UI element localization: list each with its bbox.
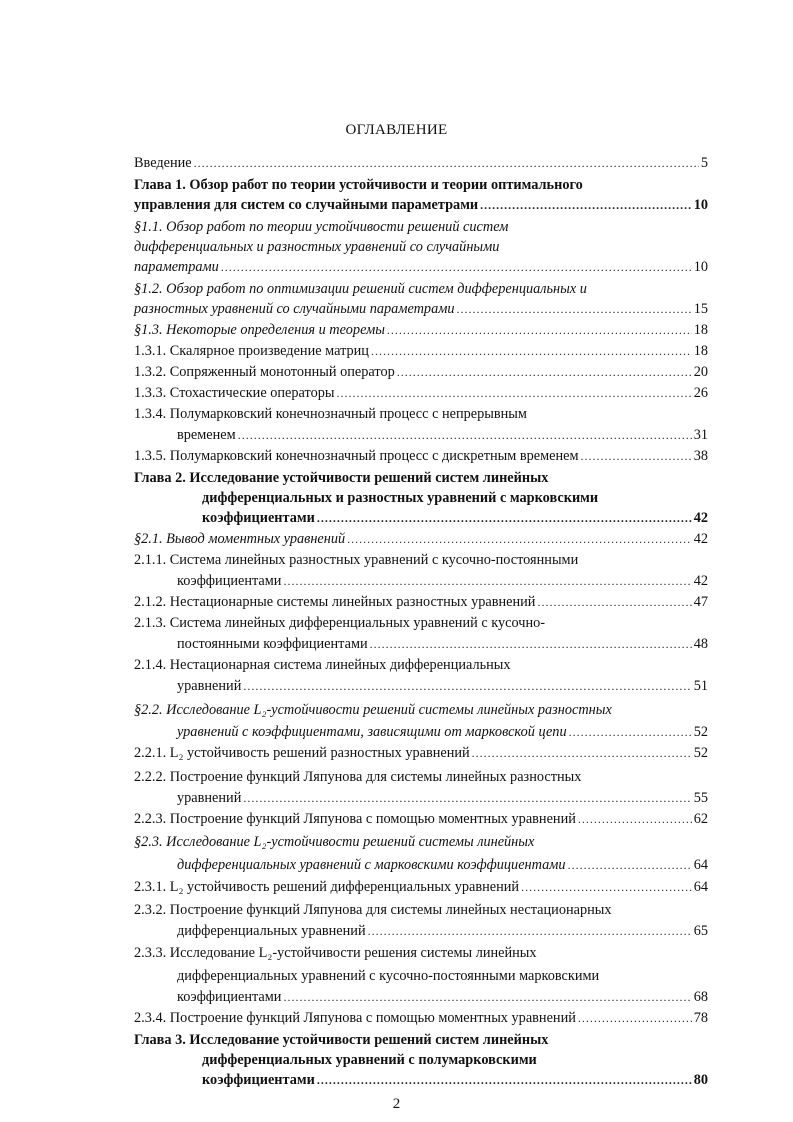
toc-entry-page: 64 <box>693 857 708 873</box>
toc-chapter-1-entry[interactable] <box>134 195 708 215</box>
toc-entry-page: 42 <box>693 531 708 547</box>
toc-entry-text: 1.3.5. Полумарковский конечнозначный процесс с дискретным временем <box>134 448 579 464</box>
toc-chapter-3-line[interactable]: дифференциальных уравнений с полумарковскими <box>202 1052 537 1068</box>
toc-leader-dots <box>581 446 692 466</box>
toc-chapter-2-line[interactable]: дифференциальных и разностных уравнений с марковскими <box>202 490 599 506</box>
toc-entry-page: 62 <box>693 811 708 827</box>
toc-subsection-1-3-2[interactable] <box>134 362 708 382</box>
toc-entry-introduction[interactable] <box>134 153 708 173</box>
toc-subsection-2-1-3-entry[interactable] <box>177 634 708 654</box>
toc-entry-page: 26 <box>693 385 708 401</box>
toc-chapter-2-entry[interactable] <box>202 508 708 528</box>
toc-subsection-2-1-1-line[interactable]: 2.1.1. Система линейных разностных уравнений с кусочно-постоянными <box>134 552 579 568</box>
toc-entry-page: 20 <box>693 364 708 380</box>
toc-subsection-2-3-1[interactable] <box>134 877 708 897</box>
toc-entry-text: 1.3.1. Скалярное произведение матриц <box>134 343 369 359</box>
toc-entry-text: временем <box>177 427 236 443</box>
toc-entry-page: 68 <box>693 989 708 1005</box>
toc-entry-page: 38 <box>693 448 708 464</box>
page-number: 2 <box>392 1096 401 1112</box>
toc-subsection-1-3-5[interactable] <box>134 446 708 466</box>
toc-leader-dots <box>371 341 692 361</box>
toc-entry-page: 10 <box>693 197 708 213</box>
toc-entry-page: 64 <box>693 879 708 895</box>
toc-leader-dots <box>243 676 691 696</box>
toc-subsection-1-3-4-entry[interactable] <box>177 425 708 445</box>
toc-leader-dots <box>194 153 699 173</box>
toc-chapter-3-heading[interactable]: Глава 3. Исследование устойчивости решений систем линейных <box>134 1032 549 1048</box>
toc-entry-page: 52 <box>693 745 708 761</box>
toc-entry-page: 42 <box>693 573 708 589</box>
toc-entry-page: 5 <box>700 155 708 171</box>
toc-entry-text: 2.2.3. Построение функций Ляпунова с помощью моментных уравнений <box>134 811 576 827</box>
toc-entry-page: 51 <box>693 678 708 694</box>
toc-entry-page: 55 <box>693 790 708 806</box>
toc-section-2-3-line[interactable]: §2.3. Исследование L₂-устойчивости решений системы линейных <box>134 834 535 850</box>
toc-subsection-2-2-2-line[interactable]: 2.2.2. Построение функций Ляпунова для системы линейных разностных <box>134 769 582 785</box>
toc-subsection-2-1-4-entry[interactable] <box>177 676 708 696</box>
toc-entry-text: 2.3.1. L₂ устойчивость решений дифференциальных уравнений <box>134 879 520 895</box>
toc-leader-dots <box>317 1070 692 1090</box>
toc-entry-text: дифференциальных уравнений <box>177 923 366 939</box>
toc-entry-page: 18 <box>693 322 708 338</box>
toc-entry-page: 31 <box>693 427 708 443</box>
toc-section-1-1-line[interactable]: §1.1. Обзор работ по теории устойчивости решений систем <box>134 219 509 235</box>
toc-subsection-2-3-3-line[interactable]: 2.3.3. Исследование L₂-устойчивости решения системы линейных <box>134 945 537 961</box>
toc-entry-text: 2.2.1. L₂ устойчивость решений разностных уравнений <box>134 745 470 761</box>
toc-leader-dots <box>238 425 692 445</box>
toc-subsection-1-3-3[interactable] <box>134 383 708 403</box>
toc-leader-dots <box>457 299 692 319</box>
toc-title: ОГЛАВЛЕНИЕ <box>345 122 448 138</box>
toc-leader-dots <box>578 809 692 829</box>
toc-entry-text: Введение <box>134 155 192 171</box>
toc-entry-page: 42 <box>693 510 708 526</box>
toc-entry-text: 1.3.3. Стохастические операторы <box>134 385 335 401</box>
toc-subsection-2-1-4-line[interactable]: 2.1.4. Нестационарная система линейных дифференциальных <box>134 657 511 673</box>
toc-leader-dots <box>569 722 692 742</box>
toc-chapter-3-entry[interactable] <box>202 1070 708 1090</box>
toc-subsection-2-3-2-line[interactable]: 2.3.2. Построение функций Ляпунова для системы линейных нестационарных <box>134 902 612 918</box>
toc-leader-dots <box>472 743 692 763</box>
toc-entry-page: 10 <box>693 259 708 275</box>
toc-subsection-2-1-3-line[interactable]: 2.1.3. Система линейных дифференциальных уравнений с кусочно- <box>134 615 546 631</box>
toc-entry-text: коэффициентами <box>177 989 282 1005</box>
toc-leader-dots <box>521 877 692 897</box>
toc-leader-dots <box>537 592 691 612</box>
toc-subsection-2-2-2-entry[interactable] <box>177 788 708 808</box>
toc-entry-text: разностных уравнений со случайными параметрами <box>134 301 455 317</box>
toc-entry-text: коэффициентами <box>177 573 282 589</box>
toc-entry-text: 1.3.2. Сопряженный монотонный оператор <box>134 364 395 380</box>
toc-leader-dots <box>283 987 691 1007</box>
toc-subsection-2-2-3[interactable] <box>134 809 708 829</box>
toc-subsection-2-3-2-entry[interactable] <box>177 921 708 941</box>
toc-section-1-1-entry[interactable] <box>134 257 708 277</box>
toc-entry-text: уравнений <box>177 678 242 694</box>
toc-leader-dots <box>578 1008 692 1028</box>
toc-leader-dots <box>317 508 692 528</box>
toc-entry-text: коэффициентами <box>202 1072 315 1088</box>
toc-subsection-1-3-4-line[interactable]: 1.3.4. Полумарковский конечнозначный процесс с непрерывным <box>134 406 527 422</box>
toc-entry-text: управления для систем со случайными параметрами <box>134 197 479 213</box>
toc-leader-dots <box>387 320 692 340</box>
toc-subsection-2-3-3-entry[interactable] <box>177 987 708 1007</box>
toc-section-2-3-entry[interactable] <box>177 855 708 875</box>
toc-entry-text: коэффициентами <box>202 510 315 526</box>
toc-leader-dots <box>347 529 692 549</box>
toc-entry-page: 80 <box>693 1072 708 1088</box>
toc-entry-text: уравнений с коэффициентами, зависящими от марковской цепи <box>177 724 567 740</box>
toc-entry-page: 18 <box>693 343 708 359</box>
toc-section-1-2-entry[interactable] <box>134 299 708 319</box>
toc-entry-page: 47 <box>693 594 708 610</box>
toc-entry-text: параметрами <box>134 259 219 275</box>
toc-entry-page: 48 <box>693 636 708 652</box>
toc-leader-dots <box>221 257 692 277</box>
toc-section-2-2-line[interactable]: §2.2. Исследование L₂-устойчивости решений системы линейных разностных <box>134 702 612 718</box>
toc-entry-text: 2.1.2. Нестационарные системы линейных разностных уравнений <box>134 594 536 610</box>
toc-entry-text: уравнений <box>177 790 242 806</box>
toc-section-2-1-entry[interactable] <box>134 529 708 549</box>
toc-chapter-1-heading[interactable]: Глава 1. Обзор работ по теории устойчивости и теории оптимального <box>134 177 583 193</box>
toc-subsection-2-1-2[interactable] <box>134 592 708 612</box>
toc-leader-dots <box>568 855 692 875</box>
toc-entry-page: 15 <box>693 301 708 317</box>
toc-leader-dots <box>370 634 692 654</box>
toc-subsection-2-3-3-line[interactable]: дифференциальных уравнений с кусочно-постоянными марковскими <box>177 968 600 984</box>
toc-entry-page: 65 <box>693 923 708 939</box>
toc-entry-text: постоянными коэффициентами <box>177 636 368 652</box>
toc-section-1-3-entry[interactable] <box>134 320 708 340</box>
toc-entry-text: §2.1. Вывод моментных уравнений <box>134 531 346 547</box>
toc-subsection-2-2-1[interactable] <box>134 743 708 763</box>
toc-entry-page: 52 <box>693 724 708 740</box>
toc-entry-text: 2.3.4. Построение функций Ляпунова с помощью моментных уравнений <box>134 1010 576 1026</box>
toc-section-2-2-entry[interactable] <box>177 722 708 742</box>
toc-leader-dots <box>336 383 691 403</box>
toc-leader-dots <box>397 362 692 382</box>
toc-entry-text: §1.3. Некоторые определения и теоремы <box>134 322 385 338</box>
toc-leader-dots <box>243 788 691 808</box>
toc-subsection-2-1-1-entry[interactable] <box>177 571 708 591</box>
toc-leader-dots <box>368 921 692 941</box>
toc-section-1-1-line[interactable]: дифференциальных и разностных уравнений со случайными <box>134 239 500 255</box>
toc-leader-dots <box>283 571 691 591</box>
toc-entry-text: дифференциальных уравнений с марковскими коэффициентами <box>177 857 566 873</box>
toc-chapter-2-heading[interactable]: Глава 2. Исследование устойчивости решений систем линейных <box>134 470 549 486</box>
toc-leader-dots <box>480 195 692 215</box>
toc-section-1-2-line[interactable]: §1.2. Обзор работ по оптимизации решений систем дифференциальных и <box>134 281 587 297</box>
toc-entry-page: 78 <box>693 1010 708 1026</box>
toc-subsection-2-3-4[interactable] <box>134 1008 708 1028</box>
toc-subsection-1-3-1[interactable] <box>134 341 708 361</box>
